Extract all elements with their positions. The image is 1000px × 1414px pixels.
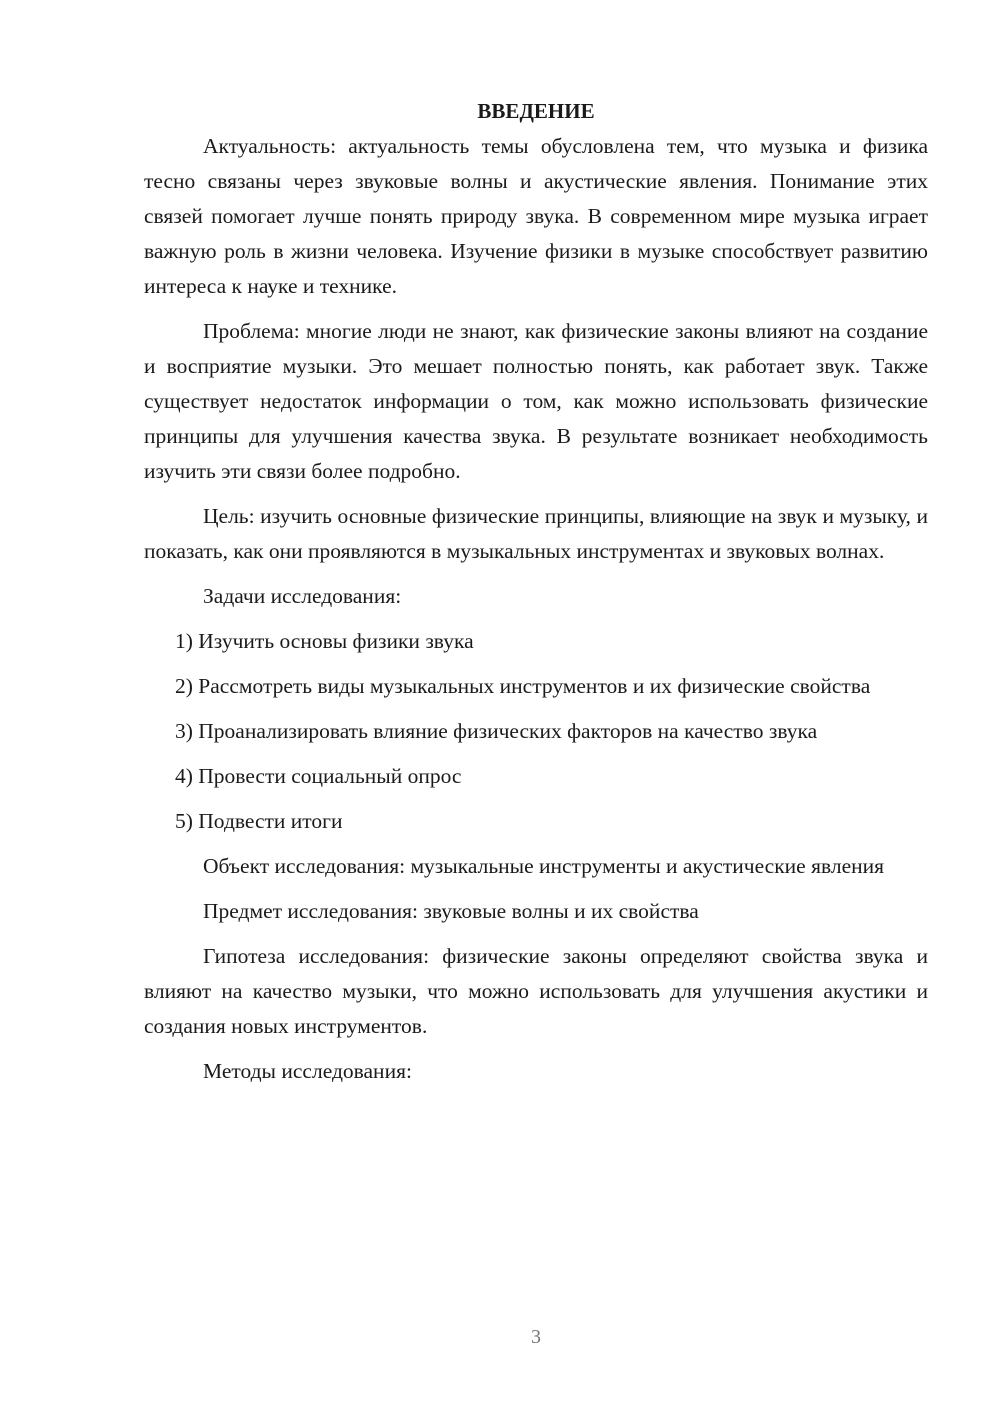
paragraph-hypothesis: Гипотеза исследования: физические законы определяют свойства звука и влияют на качество музыки, что можно использовать для улучшения акустики и создания новых инструментов.: [144, 944, 928, 1038]
list-item: 2) Рассмотреть виды музыкальных инструментов и их физические свойства: [175, 674, 871, 698]
list-item: 4) Провести социальный опрос: [175, 764, 462, 788]
section-title: ВВЕДЕНИЕ: [477, 99, 595, 123]
list-item: 1) Изучить основы физики звука: [175, 629, 474, 653]
list-item: 5) Подвести итоги: [175, 809, 343, 833]
paragraph-goal: Цель: изучить основные физические принципы, влияющие на звук и музыку, и показать, как они проявляются в музыкальных инструментах и звуковых волнах.: [144, 504, 928, 563]
paragraph-methods-heading: Методы исследования:: [203, 1059, 412, 1083]
page-number: 3: [531, 1326, 541, 1348]
paragraph-object: Объект исследования: музыкальные инструменты и акустические явления: [203, 854, 885, 878]
paragraph-problem: Проблема: многие люди не знают, как физические законы влияют на создание и восприятие музыки. Это мешает полностью понять, как работает звук. Также существует недостаток информации о том, как можно использовать физические принципы для улучшения качества звука. В результате возникает необходимость изучить эти связи более подробно.: [144, 319, 928, 483]
paragraph-relevance: Актуальность: актуальность темы обусловлена тем, что музыка и физика тесно связаны через звуковые волны и акустические явления. Понимание этих связей помогает лучше понять природу звука. В современном мире музыка играет важную роль в жизни человека. Изучение физики в музыке способствует развитию интереса к науке и технике.: [144, 134, 928, 298]
paragraph-tasks-heading: Задачи исследования:: [203, 584, 402, 608]
tasks-list: [144, 624, 928, 839]
list-item: 3) Проанализировать влияние физических факторов на качество звука: [175, 719, 818, 743]
document-page: [144, 94, 928, 1089]
paragraph-subject: Предмет исследования: звуковые волны и их свойства: [203, 899, 699, 923]
